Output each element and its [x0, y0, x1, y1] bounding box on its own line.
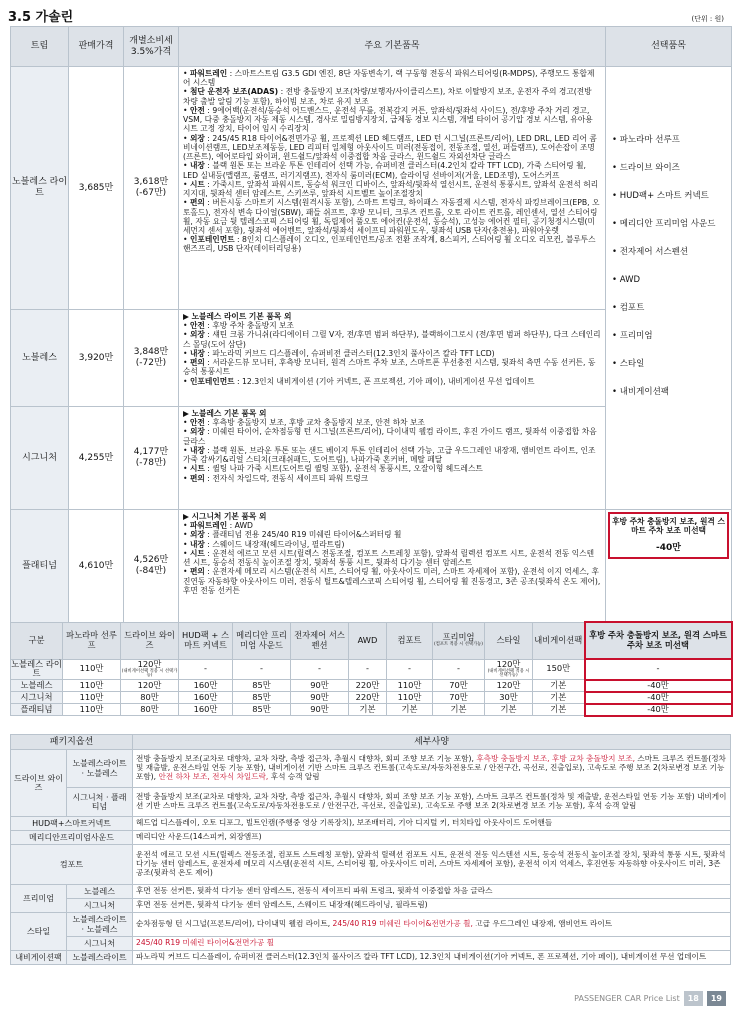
pkg-trim: 시그니처 · 플래티넘 [67, 788, 133, 817]
t2-col: HUD팩 + 스마트 커넥트 [179, 622, 233, 659]
pkg-trim: 시그니처 [67, 937, 133, 951]
table-row [11, 845, 731, 885]
col-tax-price: 개별소비세 3.5%가격 [124, 27, 179, 67]
table-row [11, 704, 732, 716]
t2-cell: 120만 (내비게이션팩 적용 시 선택가능) [485, 659, 533, 680]
t2-col: 드라이브 와이즈 [121, 622, 179, 659]
pkg-spec: 순차점등형 턴 시그널(프론트/리어), 다이내믹 웰컴 라이트, 245/40 R19 미쉐린 타이어&전면가공 휠, 고급 우드그레인 내장재, 앰비언트 라이트 [133, 913, 731, 937]
page-number-right: 19 [707, 991, 726, 1006]
col-price: 판매가격 [69, 27, 124, 67]
t2-cell: 120만 [485, 680, 533, 692]
t2-cell: 120만 (내비게이션팩 적용 시 선택가능) [121, 659, 178, 679]
pkg-trim: 노블레스라이트 [67, 951, 133, 965]
package-table [10, 734, 731, 965]
pkg-trim: 시그니처 [67, 899, 133, 913]
table-row [11, 692, 732, 704]
t2-cell: 85만 [233, 704, 291, 716]
pkg-spec: 운전석 에르고 모션 시트(릴렉스 전동조절, 컴포트 스트레칭 포함), 앞좌석 릴렉션 컴포트 시트, 운전석 전동 익스텐션 시트, 동승석 전동식 높이조절 장치, 뒷좌석 통풍 시트, 뒷좌석 다기능 센터 암레스트, 운전자세 메모리 시스템(운전석 시트, 스티어링 휠, 아웃사이드 미러, 스마트 자세제어 포함), 운전석 이지 억세스, 후진연동 자동하향 아웃사이드 미러, 3존 공조(뒷좌석 온도 제어) [133, 845, 731, 885]
pkg-spec: 헤드업 디스플레이, 오토 디포그, 빌트인캠(주행중 영상 기록장치), 보조배터리, 기아 디지털 키, 터치타입 아웃사이드 도어핸들 [133, 817, 731, 831]
trim-row [11, 67, 732, 310]
pkg-spec: 전방 충돌방지 보조(교차로 대향차, 교차 차량, 측방 접근차, 추월시 대향차, 회피 조향 보조 기능 포함), 후측방 충돌방지 보조, 후방 교차 충돌방지 보조, 스마트 크루즈 컨트롤(정차 및 재출발, 운전스타일 연동 기능 포함), 내비게이션 기반 스마트 크루즈 컨트롤(고속도로/자동차전용도로 / 안전구간, 곡선로, 진출입로), 고속도로 주행 보조 2(차로변경 보조 기능 포함), 안전 하차 보조, 전자식 차일드락, 후석 승객 알림 [133, 750, 731, 788]
table-row [11, 899, 731, 913]
table-row [11, 680, 732, 692]
t2-cell: 85만 [233, 680, 291, 692]
trim-name: 플래티넘 [11, 510, 69, 623]
pkg-group: 컴포트 [11, 845, 133, 885]
unit-note: (단위 : 원) [691, 15, 724, 23]
t2-cell: - [233, 659, 291, 680]
t2-cell: - [387, 659, 433, 680]
pkg-spec: 파노라믹 커브드 디스플레이, 슈퍼비전 클러스터(12.3인치 풀사이즈 칼라 TFT LCD), 12.3인치 내비게이션(기아 커넥트, 폰 프로젝션, 기아 페이), 내비게이션 무선 업데이트 [133, 951, 731, 965]
trim-row [11, 510, 732, 623]
t2-trim: 노블레스 [11, 680, 63, 692]
pkg-spec: 245/40 R19 미쉐린 타이어&전면가공 휠 [133, 937, 731, 951]
t2-cell: - [291, 659, 349, 680]
trim-items: ▶ 노블레스 라이트 기본 품목 외 • 안전 : 후방 주차 충돌방지 보조 • 외장 : 섀틴 크롬 가니쉬(라디에이터 그릴 V자, 전/후면 범퍼 하단부), 블랙하이그로시 (전/후면 범퍼 하단부), 다크 스테인리스 몰딩(도어 삼단) • 내장 : 파노라믹 커브드 디스플레이, 슈퍼비전 클러스터(12.3인치 풀사이즈 칼라 TFT LCD) • 편의 : 서라운드뷰 모니터, 후측방 모니터, 원격 스마트 주차 보조, 스마트폰 무선충전 시스템, 뒷좌석 측면 수동 선커튼, 동승석 통풍시트 • 인포테인먼트 : 12.3인치 내비게이션 (기아 커넥트, 폰 프로젝션, 기아 페이), 내비게이션 무선 업데이트 [179, 310, 606, 407]
t2-cell: -40만 [585, 692, 732, 704]
t2-cell: 90만 [291, 692, 349, 704]
t2-cell: 150만 [533, 659, 585, 680]
t2-trim: 플래티넘 [11, 704, 63, 716]
table-row [11, 951, 731, 965]
trim-price: 4,255만 [69, 407, 124, 510]
t2-cell: - [349, 659, 387, 680]
t2-cell: 기본 [349, 704, 387, 716]
col-items: 주요 기본품목 [179, 27, 606, 67]
trim-name: 노블레스 [11, 310, 69, 407]
pkg-spec: 전방 충돌방지 보조(교차로 대향차, 교차 차량, 측방 접근차, 추월시 대향차, 회피 조향 보조 기능 포함), 스마트 크루즈 컨트롤(정차 및 재출발, 운전스타일 연동 기능 포함) 내비게이션 기반 스마트 크루즈 컨트롤(고속도로/자동차전용도로 / 안전구간, 곡선로, 진출입로), 고속도로 주행 보조 2(차로변경 보조 기능 포함), 후석 승객 알림 [133, 788, 731, 817]
t2-cell: 220만 [349, 692, 387, 704]
t2-cell: 30만 [485, 692, 533, 704]
t2-cell: 110만 [63, 704, 121, 716]
option-price-table [10, 621, 733, 717]
t2-col: 전자제어 서스펜션 [291, 622, 349, 659]
highlight-cell [606, 510, 732, 623]
t2-trim: 노블레스 라이트 [11, 658, 62, 679]
pkg-spec: 후면 전동 선커튼, 뒷좌석 다기능 센터 암레스트, 스웨이드 내장재(헤드라이닝, 필라트림) [133, 899, 731, 913]
trim-tax-price: 3,848만 (-72만) [124, 310, 179, 407]
t2-cell: 110만 [63, 659, 121, 680]
t2-trim: 시그니처 [11, 692, 63, 704]
footer [574, 991, 726, 1006]
t2-cell: 기본 [433, 704, 485, 716]
trim-name: 노블레스 라이트 [11, 67, 69, 310]
t3-col-spec: 세부사양 [133, 735, 731, 750]
table-row [11, 659, 732, 680]
section-title: 3.5 가솔린 [8, 10, 74, 25]
table-row [11, 817, 731, 831]
trim-tax-price: 4,526만 (-84만) [124, 510, 179, 623]
table-row [11, 831, 731, 845]
t2-cell: 기본 [387, 704, 433, 716]
t2-col: 내비게이션팩 [533, 622, 585, 659]
pkg-group: 메리디안프리미엄사운드 [11, 831, 133, 845]
page-number-left: 18 [684, 991, 703, 1006]
table-row [11, 750, 731, 788]
t2-col: 메리디안 프리미엄 사운드 [233, 622, 291, 659]
t2-cell: 110만 [387, 692, 433, 704]
t2-cell: 기본 [533, 692, 585, 704]
pkg-group: 드라이브 와이즈 [11, 750, 67, 817]
t2-cell: - [433, 659, 485, 680]
t2-cell: 110만 [63, 692, 121, 704]
pkg-group: 내비게이션팩 [11, 951, 67, 965]
table-row [11, 788, 731, 817]
t2-cell: 기본 [485, 704, 533, 716]
options-list: • 파노라마 선루프 • 드라이브 와이즈 • HUD팩+ 스마트 커넥트 • 메리디안 프리미엄 사운드 • 전자제어 서스펜션 • AWD • 컴포트 • 프리미엄 • 스타일 • 내비게이션팩 [606, 67, 732, 510]
table-row [11, 885, 731, 899]
t2-cell: 90만 [291, 704, 349, 716]
t2-col: 프리미엄 (컴포트 적용 시 선택가능) [433, 622, 485, 659]
t2-cell: 기본 [533, 704, 585, 716]
table-row [11, 913, 731, 937]
trim-items: ▶ 노블레스 기본 품목 외 • 안전 : 후측방 충돌방지 보조, 후방 교차 충돌방지 보조, 안전 하차 보조 • 외장 : 미쉐린 타이어, 순차점등형 턴 시그널(프론트/리어), 다이내믹 웰컴 라이트, 후진 가이드 램프, 뒷좌석 이중접합 차음 글라스 • 내장 : 블랙 원톤, 브라운 투톤 또는 샌드 베이지 투톤 인테리어 선택 가능, 고급 우드그레인 내장재, 앰비언트 라이트, 인조가죽 감싸기&리얼 스티치(크래쉬패드, 도어트림), 나파가죽 혼커버, 메탈 페달 • 시트 : 퀼팅 나파 가죽 시트(도어트림 퀼팅 포함), 운전석 통풍시트, 오잘이형 헤드레스트 • 편의 : 전자식 차일드락, 전동식 세이프티 파워 트렁크 [179, 407, 606, 510]
t2-cell: 80만 [121, 704, 179, 716]
t3-col-package: 패키지옵션 [11, 735, 133, 750]
trim-price: 3,920만 [69, 310, 124, 407]
t2-cell: 기본 [533, 680, 585, 692]
trim-price: 4,610만 [69, 510, 124, 623]
pkg-group: 스타일 [11, 913, 67, 951]
trim-tax-price: 3,618만 (-67만) [124, 67, 179, 310]
pkg-group: 프리미엄 [11, 885, 67, 913]
trim-items: • 파워트레인 : 스마트스트림 G3.5 GDI 엔진, 8단 자동변속기, 랙 구동형 전동식 파워스티어링(R-MDPS), 주행모드 통합제어 시스템 • 첨단 운전자 보조(ADAS) : 전방 충돌방지 보조(차량/보행자/사이클리스트), 차로 이탈방지 보조, 운전자 주의 경고(전방 차량 출발 알림 기능 포함), 하이빔 보조, 차로 유지 보조 • 안전 : 9에어백(운전석/동승석 어드밴스드, 운전석 무릎, 전복감지 커튼, 앞좌석/뒷좌석 사이드), 전/후방 주차 거리 경고, VSM, 다중 충돌방지 자동 제동 시스템, 경사로 밀림방지장치, 급제동 경보 시스템, 개별 타이어 공기압 경보 시스템, 유아용 시트 고정 장치, 타이어 임시 수리장치 • 외장 : 245/45 R18 타이어&전면가공 휠, 프로젝션 LED 헤드램프, LED 턴 시그널(프론트/리어), LED DRL, LED 리어 콤비네이션램프, LED보조제동등, LED 리피터 일체형 아웃사이드 미러(전동접이, 전동조절, 열선, 퍼들램프), 도어손잡이 조명(프론트), 에어로타입 와이퍼, 윈드쉴드/앞좌석 이중접합 차음 글라스, 윈드쉴드 자외선차단 글라스 • 내장 : 블랙 원톤 또는 브라운 투톤 인테리어 선택 가능, 슈퍼비전 클러스터(4.2인치 칼라 TFT LCD), 가죽 스티어링 휠, LED 실내등(맵램프, 룸램프, 러기지램프), 전자식 룸미러(ECM), 슬라이딩 선바이저(거울, LED조명), 도어스커프 • 시트 : 가죽시트, 앞좌석 파워시트, 동승석 워크인 디바이스, 앞좌석/뒷좌석 열선시트, 운전석 통풍시트, 앞좌석 운전석 허리지지대, 뒷좌석 센터 암레스트, 스키쓰루, 앞좌석 시트벨트 높이조절장치 • 편의 : 버튼시동 스마트키 시스템(원격시동 포함), 스마트 트렁크, 하이패스 자동결제 시스템, 전자식 파킹브레이크(EPB, 오토홀드), 전자식 변속 다이얼(SBW), 패들 쉬프트, 후방 모니터, 크루즈 컨트롤, 오토 라이트 컨트롤, 레인센서, 열선 스티어링 휠, 자동 요금 뒷 텔레스코픽 스티어링 휠, 독립제어 풀오토 에어컨(운전석, 동승석), 고성능 에어컨 필터, 공기청정시스템(미세먼지 센서 포함), 뒷좌석 에어벤트, 앞좌석/뒷좌석 세이프티 파워윈도우, 뒷좌석 USB 단자(충전용), 파워아웃렛 • 인포테인먼트 : 8인치 디스플레이 오디오, 인포테인먼트/공조 전환 조작계, 8스피커, 스티어링 휠 오디오 리모컨, 블루투스 핸즈프리, USB 단자(데이터리딩용) [179, 67, 606, 310]
pkg-trim: 노블레스 [67, 885, 133, 899]
pkg-spec: 후면 전동 선커튼, 뒷좌석 다기능 센터 암레스트, 전동식 세이프티 파워 트렁크, 뒷좌석 이중접합 차음 글라스 [133, 885, 731, 899]
trim-items: ▶ 시그니처 기본 품목 외 • 파워트레인 : AWD • 외장 : 플래티넘 전용 245/40 R19 미쉐린 타이어&스퍼터링 휠 • 내장 : 스웨이드 내장재(헤드라이닝, 필라트림) • 시트 : 운전석 에르고 모션 시트(릴렉스 전동조절, 컴포트 스트레칭 포함), 앞좌석 릴렉션 컴포트 시트, 운전석 전동 익스텐션 시트, 동승석 전동식 높이조절 장치, 뒷좌석 통풍 시트, 뒷좌석 다기능 센터 암레스트 • 편의 : 운전자세 메모리 시스템(운전석 시트, 스티어링 휠, 아웃사이드 미러, 스마트 자세제어 포함), 운전석 이지 억세스, 후진연동 자동하향 아웃사이드 미러, 전동식 틸트&텔레스코픽 스티어링 휠, 스티어링 휠 진동경고, 3존 공조(뒷좌석 온도 제어), 후면 전동 선커튼 [179, 510, 606, 623]
trim-tax-price: 4,177만 (-78만) [124, 407, 179, 510]
t2-col: 파노라마 선루프 [63, 622, 121, 659]
t2-cell: 110만 [63, 680, 121, 692]
pkg-trim: 노블레스라이트 · 노블레스 [67, 913, 133, 937]
t2-col: 스타일 [485, 622, 533, 659]
t2-cell: 80만 [121, 692, 179, 704]
trim-price: 3,685만 [69, 67, 124, 310]
t2-col: 컴포트 [387, 622, 433, 659]
pkg-trim: 노블레스라이트 · 노블레스 [67, 750, 133, 788]
t2-cell: 110만 [387, 680, 433, 692]
col-trim: 트림 [11, 27, 69, 67]
t2-cell: - [585, 659, 732, 680]
col-options: 선택품목 [606, 27, 732, 67]
t2-cell: 220만 [349, 680, 387, 692]
t2-cell: -40만 [585, 704, 732, 716]
t2-cell: - [179, 659, 233, 680]
trim-table [10, 26, 732, 623]
t2-cell: 120만 [121, 680, 179, 692]
t2-col: 후방 주차 충돌방지 보조, 원격 스마트 주차 보조 미선택 [585, 622, 732, 659]
t2-cell: -40만 [585, 680, 732, 692]
t2-cell: 70만 [433, 680, 485, 692]
trim-name: 시그니처 [11, 407, 69, 510]
pkg-spec: 메리디안 사운드(14스피커, 외장앰프) [133, 831, 731, 845]
t2-cell: 90만 [291, 680, 349, 692]
highlight-box: 후방 주차 충돌방지 보조, 원격 스마트 주차 보조 미선택 -40만 [608, 512, 729, 559]
t2-cell: 160만 [179, 680, 233, 692]
t2-cell: 85만 [233, 692, 291, 704]
t2-cell: 70만 [433, 692, 485, 704]
t2-col: AWD [349, 622, 387, 659]
footer-label: PASSENGER CAR Price List [574, 994, 680, 1003]
t2-cell: 160만 [179, 704, 233, 716]
table-row [11, 937, 731, 951]
t2-cell: 160만 [179, 692, 233, 704]
pkg-group: HUD팩+스마트커넥트 [11, 817, 133, 831]
t2-col: 구분 [11, 622, 63, 659]
